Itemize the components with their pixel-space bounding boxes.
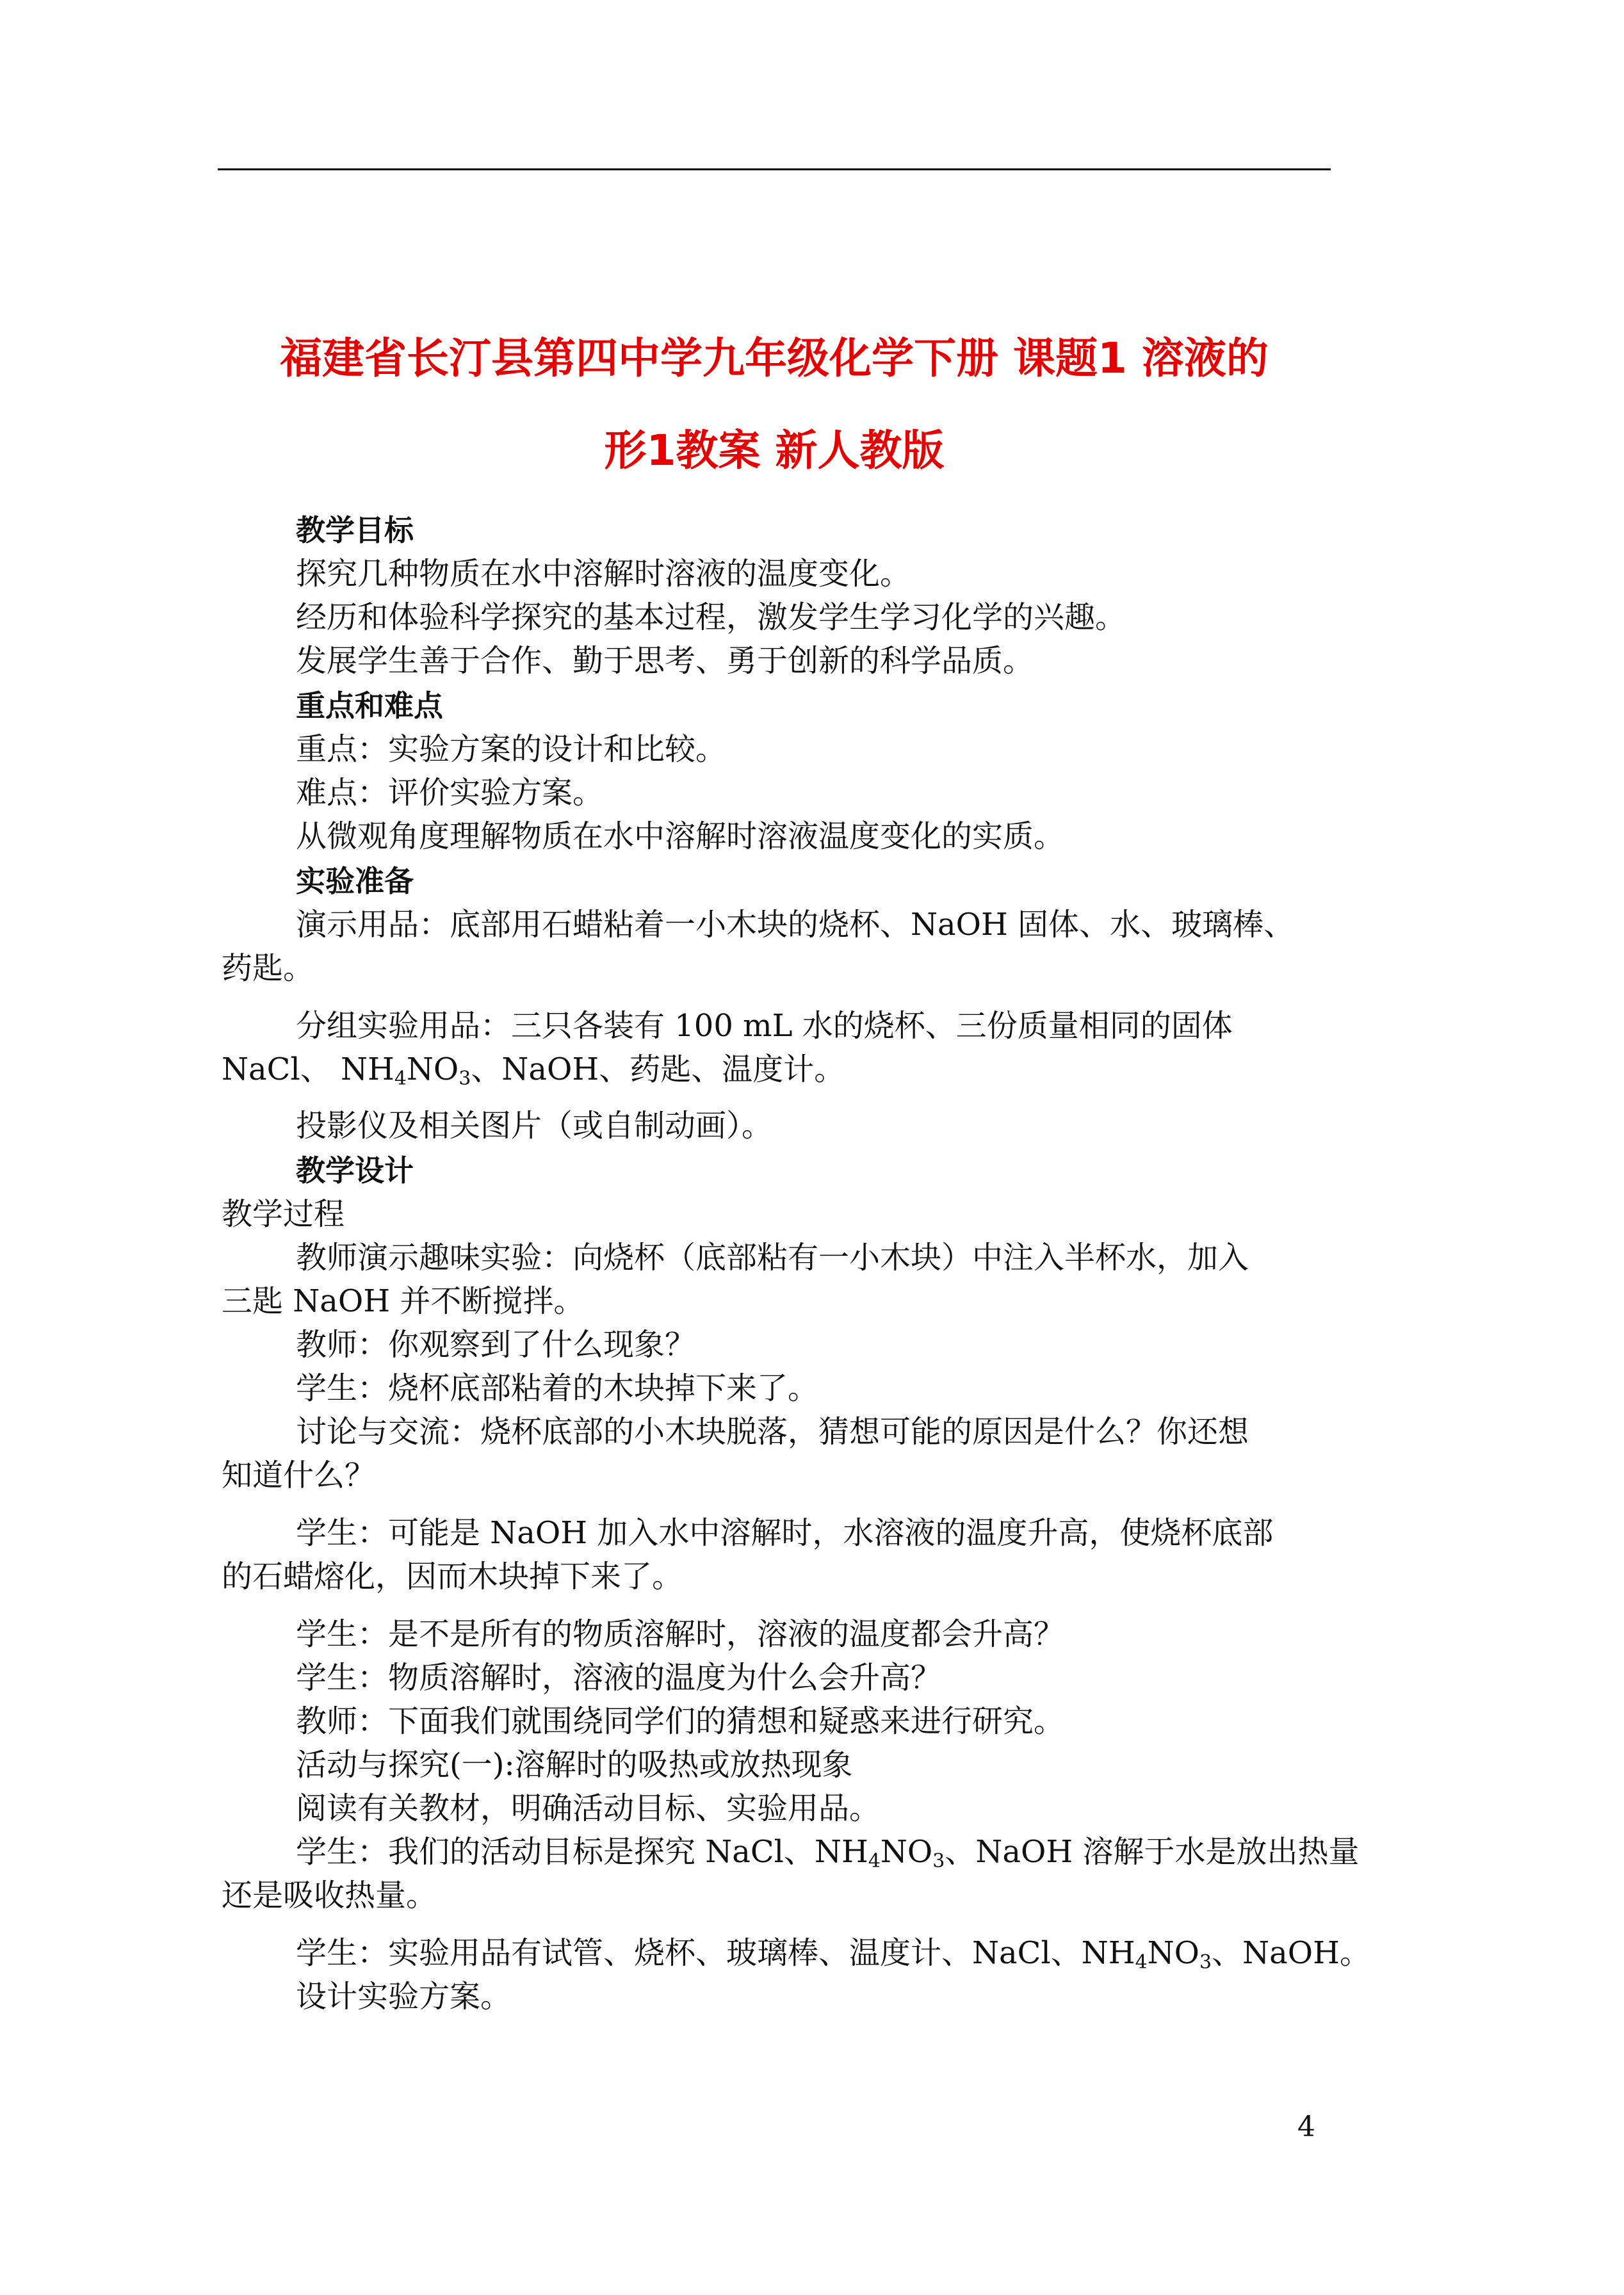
text-run: 、NaOH、药匙、温度计。 bbox=[471, 1051, 845, 1087]
subscript: 3 bbox=[1199, 1951, 1212, 1974]
text-run: 学生：我们的活动目标是探究 NaCl、NH bbox=[296, 1834, 868, 1870]
paragraph: 知道什么？ bbox=[222, 1457, 376, 1493]
subscript: 3 bbox=[459, 1067, 471, 1090]
document-title-line-2: 形1教案 新人教版 bbox=[604, 426, 945, 475]
paragraph: 设计实验方案。 bbox=[296, 1979, 512, 2015]
text-run: NO bbox=[1147, 1935, 1200, 1971]
subscript: 3 bbox=[932, 1850, 945, 1872]
paragraph: 从微观角度理解物质在水中溶解时溶液温度变化的实质。 bbox=[296, 818, 1065, 854]
paragraph: 发展学生善于合作、勤于思考、勇于创新的科学品质。 bbox=[296, 643, 1034, 679]
text-run: 、NaOH。 bbox=[1212, 1935, 1370, 1971]
text-run: 、NaOH 溶解于水是放出热量 bbox=[945, 1834, 1360, 1870]
paragraph: 演示用品：底部用石蜡粘着一小木块的烧杯、NaOH 固体、水、玻璃棒、 bbox=[296, 907, 1295, 943]
text-run: NO bbox=[406, 1051, 459, 1087]
subscript: 4 bbox=[1135, 1951, 1148, 1974]
paragraph: 讨论与交流：烧杯底部的小木块脱落，猜想可能的原因是什么？你还想 bbox=[296, 1414, 1249, 1450]
text-run: 学生：实验用品有试管、烧杯、玻璃棒、温度计、NaCl、NH bbox=[296, 1935, 1135, 1971]
paragraph: 学生：可能是 NaOH 加入水中溶解时，水溶液的温度升高，使烧杯底部 bbox=[296, 1515, 1274, 1551]
subscript: 4 bbox=[394, 1067, 407, 1090]
paragraph: 学生：是不是所有的物质溶解时，溶液的温度都会升高？ bbox=[296, 1616, 1065, 1652]
paragraph-formula bbox=[222, 1050, 845, 1089]
paragraph: 还是吸收热量。 bbox=[222, 1877, 437, 1913]
section-heading-process: 教学过程 bbox=[222, 1196, 345, 1232]
paragraph: 活动与探究(一):溶解时的吸热或放热现象 bbox=[296, 1747, 853, 1783]
paragraph: 药匙。 bbox=[222, 950, 314, 986]
document-title-line-1: 福建省长汀县第四中学九年级化学下册 课题1 溶液的 bbox=[280, 334, 1269, 383]
paragraph: 探究几种物质在水中溶解时溶液的温度变化。 bbox=[296, 556, 911, 592]
paragraph-formula bbox=[296, 1934, 1370, 1972]
text-run: NaCl、 NH bbox=[222, 1051, 394, 1087]
section-heading-focus: 重点和难点 bbox=[296, 688, 443, 723]
section-heading-goals: 教学目标 bbox=[296, 513, 414, 547]
paragraph: 学生：物质溶解时，溶液的温度为什么会升高？ bbox=[296, 1660, 942, 1696]
text-run: NO bbox=[880, 1834, 933, 1870]
paragraph: 重点：实验方案的设计和比较。 bbox=[296, 731, 727, 767]
paragraph: 分组实验用品：三只各装有 100 mL 水的烧杯、三份质量相同的固体 bbox=[296, 1008, 1233, 1044]
paragraph: 教师：你观察到了什么现象？ bbox=[296, 1327, 696, 1363]
paragraph: 教师演示趣味实验：向烧杯（底部粘有一小木块）中注入半杯水，加入 bbox=[296, 1240, 1249, 1276]
header-rule bbox=[218, 168, 1331, 170]
paragraph: 学生：烧杯底部粘着的木块掉下来了。 bbox=[296, 1370, 819, 1406]
paragraph: 投影仪及相关图片（或自制动画）。 bbox=[296, 1108, 773, 1144]
section-heading-design: 教学设计 bbox=[296, 1153, 414, 1188]
paragraph: 阅读有关教材，明确活动目标、实验用品。 bbox=[296, 1790, 881, 1826]
page-number: 4 bbox=[1297, 2111, 1315, 2143]
paragraph: 教师：下面我们就围绕同学们的猜想和疑惑来进行研究。 bbox=[296, 1703, 1065, 1739]
paragraph: 的石蜡熔化，因而木块掉下来了。 bbox=[222, 1559, 683, 1594]
subscript: 4 bbox=[868, 1850, 881, 1872]
paragraph-formula bbox=[296, 1833, 1359, 1871]
section-heading-prep: 实验准备 bbox=[296, 864, 414, 898]
paragraph: 经历和体验科学探究的基本过程，激发学生学习化学的兴趣。 bbox=[296, 599, 1126, 635]
paragraph: 三匙 NaOH 并不断搅拌。 bbox=[222, 1283, 585, 1319]
paragraph: 难点：评价实验方案。 bbox=[296, 775, 604, 811]
